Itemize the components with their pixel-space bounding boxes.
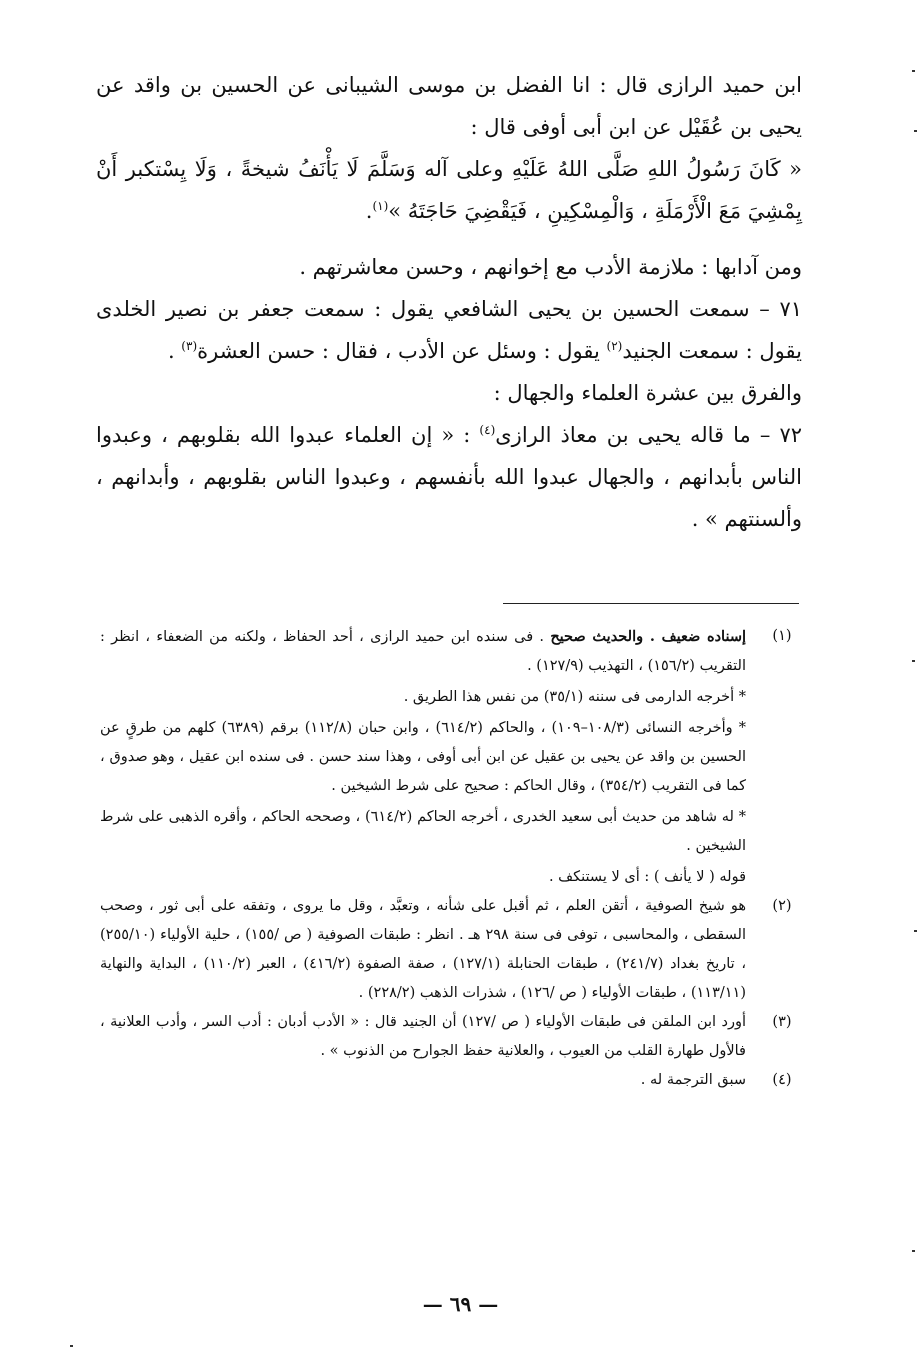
- footnote-ref-3: (٣): [181, 339, 198, 353]
- footnote-1-text: . فى سنده ابن حميد الرازى ، أحد الحفاظ ، ولكنه من الضعفاء ، انظر : التقريب (١٥٦/٢) ، التهذيب (١٢٧/٩) .: [100, 629, 746, 674]
- footnote-1-sub-2: * وأخرجه النسائى (١٠٨/٣–١٠٩) ، والحاكم (٦١٤/٢) ، وابن حبان (١١٢/٨) برقم (٦٣٨٩) كلهم من طرقٍ عن الحسين بن واقد عن يحيى بن عقيل عن ابن أبى أوفى ، وهذا سند حسن . فى سنده ابن عقيل ، وهو صدوق ، كما فى التقريب (٣٥٤/٢) ، وقال الحاكم : صحيح على شرط الشيخين .: [100, 720, 746, 794]
- paragraph-71-part-b: يقول : وسئل عن الأدب ، فقال : حسن العشرة: [197, 339, 607, 363]
- paragraph-hadith: « كَانَ رَسُولُ اللهِ صَلَّى اللهُ عَلَيْهِ وعلى آله وَسَلَّمَ لَا يَأْنَفُ شيخةً ، وَلَا يِسْتكبر أَنْ يِمْشِيَ مَعَ الْأَرْمَلَةِ ، وَالْمِسْكِينِ ، فَيَقْضِيَ حَاجَتَهُ »$^{(١)}$.: [96, 157, 802, 223]
- footnote-1-sub-1: * أخرجه الدارمى فى سننه (٣٥/١) من نفس هذا الطريق .: [403, 689, 746, 705]
- scan-speck: [912, 1250, 915, 1252]
- footnote-number: (٤): [772, 1072, 792, 1088]
- footnote-ref-2: (٢): [606, 339, 623, 353]
- footnotes: [100, 622, 802, 1095]
- scan-speck: [914, 130, 917, 132]
- paragraph-isnad: ابن حميد الرازى قال : انا الفضل بن موسى الشيبانى عن الحسين بن واقد عن يحيى بن عُقَيْل عن ابن أبى أوفى قال :: [96, 73, 802, 139]
- paragraph-adab: ومن آدابها : ملازمة الأدب مع إخوانهم ، وحسن معاشرتهم .: [299, 255, 802, 279]
- footnote-4-text: سبق الترجمة له .: [640, 1072, 746, 1088]
- hadith-text: « كَانَ رَسُولُ اللهِ صَلَّى اللهُ عَلَيْهِ وعلى آله وَسَلَّمَ لَا يَأْنَفُ شيخةً ، وَلَا يِسْتكبر أَنْ يِمْشِيَ مَعَ الْأَرْمَلَةِ ، وَالْمِسْكِينِ ، فَيَقْضِيَ حَاجَتَهُ »: [96, 157, 802, 223]
- paragraph-72: [96, 414, 802, 540]
- scan-speck: [70, 1345, 73, 1347]
- scan-speck: [914, 930, 917, 932]
- footnote-number: (١): [772, 628, 792, 644]
- footnote-ref-4: (٤): [479, 423, 496, 437]
- paragraph-71-part-a: ٧١ – سمعت الحسين بن يحيى الشافعي يقول : سمعت جعفر بن نصير الخلدى يقول : سمعت الجنيد: [96, 297, 802, 363]
- footnote-1-verdict: إسناده ضعيف . والحديث صحيح: [550, 628, 746, 645]
- footnote-2: [100, 892, 802, 1008]
- paragraph-72-part-a: ٧٢ – ما قاله يحيى بن معاذ الرازى: [495, 423, 802, 447]
- footnote-4: [100, 1066, 802, 1095]
- footnote-ref-1: (١): [372, 199, 389, 213]
- main-text: [96, 64, 802, 540]
- paragraph-difference: والفرق بين عشرة العلماء والجهال :: [493, 381, 802, 405]
- paragraph-71: [96, 288, 802, 372]
- scan-speck: [912, 70, 915, 72]
- footnote-2-text: هو شيخ الصوفية ، أتقن العلم ، ثم أقبل على شأنه ، وتعبَّد ، وقل ما يروى ، وتفقه على أبى ثور ، وصحب السقطى ، والمحاسبى ، توفى فى سنة ٢٩٨ هـ . انظر : طبقات الصوفية ( ص /١٥٥) ، حلية الأولياء (٢٥٥/١٠) ، تاريخ بغداد (٢٤١/٧) ، طبقات الحنابلة (١٢٧/١) ، صفة الصفوة (٤١٦/٢) ، العبر (١١٠/٢) ، البداية والنهاية (١١٣/١١) ، طبقات الأولياء ( ص /١٢٦) ، شذرات الذهب (٢٢٨/٢) .: [100, 898, 747, 1001]
- footnote-number: (٢): [772, 898, 792, 914]
- footnote-1: [100, 622, 802, 892]
- scan-speck: [912, 660, 915, 662]
- footnote-number: (٣): [772, 1014, 792, 1030]
- footnote-divider: [503, 603, 799, 604]
- paragraph-71-part-c: .: [167, 339, 182, 363]
- footnote-3: [100, 1008, 802, 1066]
- page-number: — ٦٩ —: [422, 1292, 499, 1316]
- footnote-1-sub-4: قوله ( لا يأنف ) : أى لا يستنكف .: [548, 869, 746, 885]
- paragraph-72-part-b: : « إن العلماء عبدوا الله بقلوبهم ، وعبدوا الناس بأبدانهم ، والجهال عبدوا الله بأنفسهم ، وعبدوا الناس بقلوبهم ، وأبدانهم ، وألسنتهم » .: [96, 423, 803, 531]
- footnote-3-text: أورد ابن الملقن فى طبقات الأولياء ( ص /١٢٧) أن الجنيد قال : « الأدب أدبان : أدب السر ، وأدب العلانية ، فالأول طهارة القلب من العيوب ، والعلانية حفظ الجوارح من الذنوب » .: [100, 1014, 746, 1059]
- footnote-1-sub-3: * له شاهد من حديث أبى سعيد الخدرى ، أخرجه الحاكم (٦١٤/٢) ، وصححه الحاكم ، وأقره الذهبى على شرط الشيخين .: [100, 809, 746, 854]
